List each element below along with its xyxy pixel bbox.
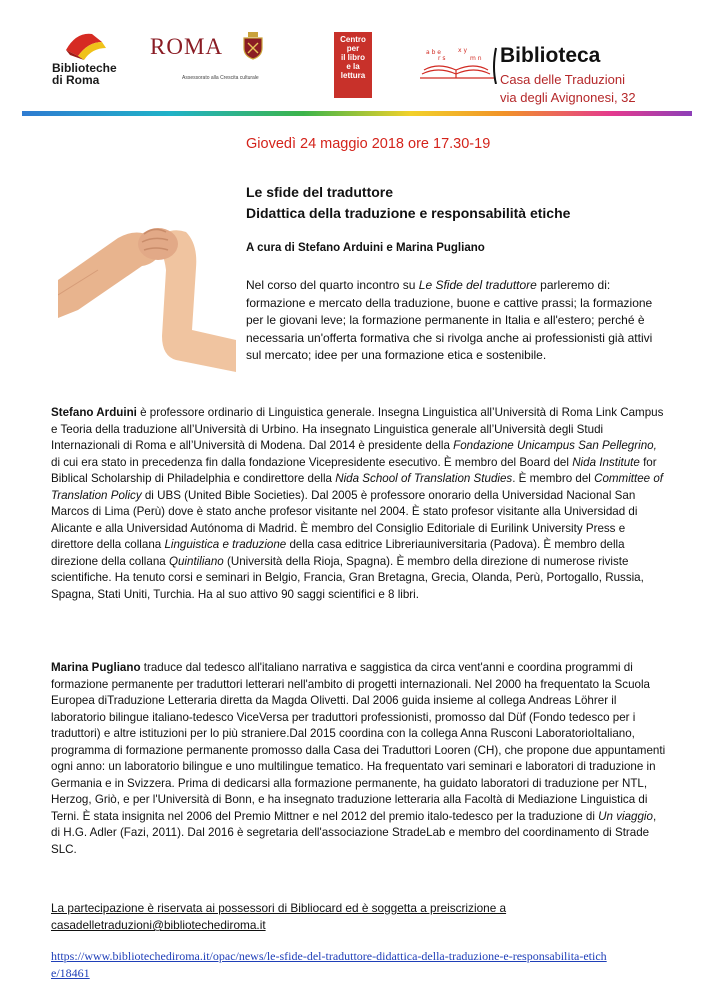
event-date: Giovedì 24 maggio 2018 ore 17.30-19 xyxy=(246,136,491,152)
roma-logo-subtitle: Assessorato alla Crescita culturale xyxy=(182,75,259,81)
centro-logo-line: Centro xyxy=(340,35,366,44)
intro-text: Nel corso del quarto incontro su xyxy=(246,278,419,292)
centro-logo-line: e la xyxy=(346,62,360,71)
biblioteca-logo-name: Biblioteca xyxy=(500,44,601,67)
intro-series-name: Le Sfide del traduttore xyxy=(418,278,537,292)
biblioteca-casa-traduzioni-logo xyxy=(418,38,658,108)
svg-text:r s: r s xyxy=(438,55,446,62)
bio-italic: Fondazione Unicampus San Pellegrino, xyxy=(453,439,657,452)
rainbow-divider xyxy=(22,111,692,116)
event-subtitle: Didattica della traduzione e responsabilità etiche xyxy=(246,205,571,221)
biblioteche-logo-line2: di Roma xyxy=(52,73,100,87)
bio-name: Marina Pugliano xyxy=(51,661,141,674)
event-intro xyxy=(246,277,656,365)
bio-pugliano xyxy=(51,660,667,858)
participation-note xyxy=(51,900,506,934)
roma-crest-icon xyxy=(242,32,264,60)
event-url-link[interactable]: https://www.bibliotechediroma.it/opac/news/le-sfide-del-traduttore-didattica-della-traduzione-e-responsabilita-etiche/18461 xyxy=(51,949,607,980)
bio-italic: Linguistica e traduzione xyxy=(164,538,287,551)
bio-text: è professore ordinario di Linguistica generale. Insegna Linguistica all’Università di Roma Link Campus e Teoria della traduzione all’Università di Urbino. Ha insegnato Linguistica generale all’Università degli Studi Internazionali di Roma e all’Università di Modena. Dal 2014 è presidente della xyxy=(51,406,664,452)
biblioteche-logo-line1: Biblioteche xyxy=(52,61,117,75)
bio-text: , di H.G. Adler (Fazi, 2011). Dal 2016 è segretaria dell'associazione StradeLab e membro del coordinamento di Strade SLC. xyxy=(51,809,657,856)
bio-text: (Università della Rioja, Spagna). È membro della direzione di numerose riviste scientifiche. Ha tenuto corsi e seminari in Belgio, Francia, Gran Bretagna, Grecia, Olanda, Perù, Portogallo, Russia, Spagna, Stati Uniti, Turchia. Ha al suo attivo 90 saggi scientifici e 8 libri. xyxy=(51,554,644,601)
bio-text: traduce dal tedesco all'italiano narrativa e saggistica da circa vent'anni e coordina programmi di formazione permanente per traduttori letterari nell'ambito di progetti internazionali. Nel 2000 ha frequentato la Scuola Europea diTraduzione Letteraria diretta da Magda Olivetti. Dal 2006 guida insieme al collega Andreas Löhrer il laboratorio bilingue italiano-tedesco ViceVersa per traduttori professionisti, promosso dal Düf (Fondo tedesco per i traduttori) e altre istituzioni per lo più straniere.Dal 2015 coordina con la collega Anna Rusconi LaboratorioItaliano, programma di formazione permanente promosso dalla Casa dei Traduttori Looren (CH), che propone due appuntamenti ogni anno: un laboratorio bilingue e uno multilingue tematico. Ha frequentato vari seminari e laboratori di traduzione in Germania e in Svizzera. Prima di dedicarsi alla formazione permanente, ha guidato laboratori di traduzione per NTL, Herzog, Griò, e per l'Università di Bonn, e ha insegnato traduzione letteraria alla Facoltà di Mediazione Linguistica di Terni. È stata insignita nel 2006 del Premio Mittner e nel 2012 del premio italo-tedesco per la traduzione di xyxy=(51,661,666,823)
bio-text: di cui era stato in precedenza fin dalla fondazione Vicepresidente esecutivo. È membro del Board del xyxy=(51,455,573,469)
centro-logo-line: il libro xyxy=(341,53,365,62)
bio-text: for Biblical Scholarship di Philadelphia e condirettore della xyxy=(51,455,657,485)
event-title: Le sfide del traduttore xyxy=(246,184,394,200)
intro-text: parleremo di: formazione e mercato della traduzione, buone e cattive prassi; la formazione per le giovani leve; la formazione permanente in Italia e all'estero; perché è necessaria un'offerta formativa che si rivolga anche ai professionisti già attivi sul mercato; idee per una formazione etica e sostenibile. xyxy=(246,278,653,362)
bio-name: Stefano Arduini xyxy=(51,406,137,419)
centro-logo-line: per xyxy=(346,44,360,53)
event-curators: A cura di Stefano Arduini e Marina Pugliano xyxy=(246,242,485,254)
biblioteca-logo-branch: Casa delle Traduzioni xyxy=(500,72,626,87)
biblioteca-logo-address: via degli Avignonesi, 32 xyxy=(500,90,636,105)
centro-logo-line: lettura xyxy=(340,71,366,80)
bio-italic: Committee of Translation Policy xyxy=(51,472,664,502)
bio-text: . È membro del xyxy=(512,472,595,485)
bio-italic: Un viaggio xyxy=(598,809,653,823)
svg-text:m n: m n xyxy=(470,55,482,62)
biblioteche-di-roma-logo xyxy=(52,28,142,88)
svg-text:a b e: a b e xyxy=(426,49,441,56)
bio-italic: Quintiliano xyxy=(168,554,224,568)
bio-text: della casa editrice Libreriauniversitaria (Padova). È membro della direzione della collana xyxy=(51,538,625,568)
roma-logo xyxy=(150,30,280,85)
bio-text: di UBS (United Bible Societies). Dal 2005 è professore onorario della Universidad Nacional San Marcos di Lima (Perù) dove è stato anche profesor visitante nel 2004. È stato profesor visitante alla Universidad di Alicante e alla Universidad Autónoma di Madrid. È membro del Consiglio Editoriale di Eurilink University Press e direttore della collana xyxy=(51,488,638,551)
contact-email-link[interactable]: casadelletraduzioni@bibliotechediroma.it xyxy=(51,918,266,932)
open-book-icon xyxy=(418,44,498,84)
bio-italic: Nida Institute xyxy=(572,455,640,469)
arm-wrestling-photo xyxy=(58,160,236,385)
centro-libro-lettura-logo xyxy=(334,32,372,98)
svg-text:x y: x y xyxy=(458,47,468,54)
roma-logo-word: ROMA xyxy=(150,34,224,59)
bio-italic: Nida School of Translation Studies xyxy=(335,472,513,485)
book-logo-icon xyxy=(62,28,108,62)
participation-note-text: La partecipazione è riservata ai possessori di Bibliocard ed è soggetta a preiscrizione a xyxy=(51,901,507,915)
bio-arduini xyxy=(51,405,667,603)
